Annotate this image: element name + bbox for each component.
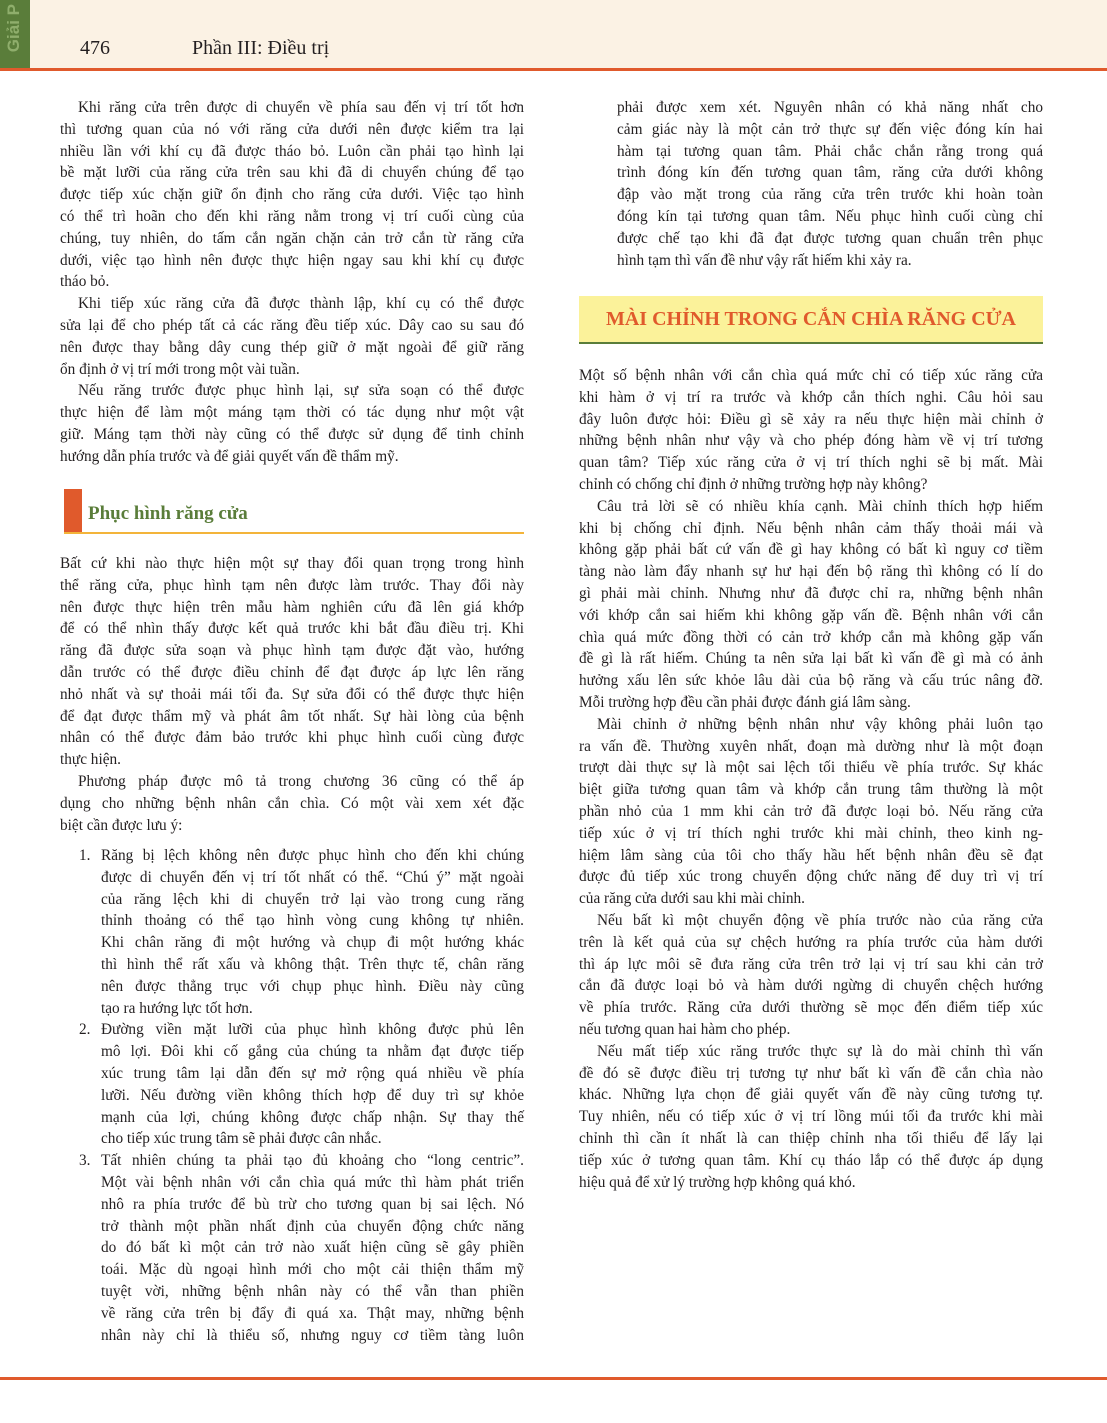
page-number: 476 <box>80 37 110 59</box>
text-line: khi bị chống chỉ định. Nếu bệnh nhân cảm thấy thoải mái và <box>579 519 1043 537</box>
list-item-line: nhân này chỉ là thiểu số, nhưng nguy cơ tiềm tàng luôn <box>101 1326 524 1344</box>
text-line: được đủ tiếp xúc trong chuyển động chức năng để duy trì vị trí <box>579 868 1043 886</box>
text-line: tiếp xúc ở tương quan tâm. Khí cụ tháo lắp có thể được áp dụng <box>579 1151 1043 1169</box>
text-line: được chế tạo khi đã đạt được tương quan chuẩn trên phục <box>617 229 1043 247</box>
text-line: về phía trước. Răng cửa dưới thường sẽ mọc đến điểm tiếp xúc <box>579 999 1043 1017</box>
text-line: tàng nào làm đẩy nhanh sự hư hại đến bộ răng thì không có lí do <box>579 563 1043 581</box>
list-item-line: xúc trung tâm lại dẫn đến sự mở rộng quá nhiều về phía <box>101 1065 524 1082</box>
list-item-line: Một vài bệnh nhân với cắn chìa quá mức thì hàm phát triển <box>101 1174 524 1191</box>
list-item-line: thì hình thể rất xấu và không thật. Trên thực tế, chân răng <box>101 956 524 973</box>
text-line: Phương pháp được mô tả trong chương 36 cũng có thể áp <box>78 773 524 790</box>
list-item-line: của răng lệch khi di chuyển trở lại vào trong cung răng <box>101 890 524 908</box>
text-line: ra vấn đề. Thường xuyên nhất, đoạn mà dường như là một đoạn <box>579 737 1043 755</box>
list-item-line: mô lợi. Đôi khi cố gắng của chúng ta nhằm đạt được tiếp <box>101 1043 524 1061</box>
text-line: Nếu bất kì một chuyển động về phía trước nào của răng cửa <box>597 912 1043 929</box>
list-item-line: về răng cửa trên bị đẩy đi quá xa. Thật may, những bệnh <box>101 1304 524 1322</box>
text-line: dưới, việc tạo hình nên được thực hiện ngay sau khi khí cụ được <box>60 251 524 269</box>
side-tab-text: Giải P <box>4 4 23 53</box>
list-item-line: thỉnh thoảng có thể tạo hình vòng cung không tự nhiên. <box>101 912 524 930</box>
text-line: biệt cần được lưu ý: <box>60 816 183 834</box>
list-item-line: mạnh của lợi, chúng không được chấp nhận. Sự thay thế <box>101 1108 524 1126</box>
text-line: thì áp lực môi sẽ đưa răng cửa trên trở lại vị trí sau khi cản trở <box>579 955 1043 973</box>
text-line: đóng kín tại tương quan tâm. Nếu phục hình cuối cùng chỉ <box>617 208 1043 225</box>
text-line: để có thể nhìn thấy được kết quả trước khi bắt đầu điều trị. Khi <box>60 620 524 638</box>
text-line: khác. Những lựa chọn để giải quyết vấn đề này cũng tương tự. <box>579 1086 1043 1104</box>
list-item-line: tuyệt vời, những bệnh nhân này có thể vẫn than phiền <box>101 1283 524 1300</box>
list-item-line: Khi chân răng đi một hướng và chụp đi một hướng khác <box>101 934 524 952</box>
list-item-line: do đó bất kì một cản trở nào xuất hiện cũng sẽ gây phiền <box>101 1239 524 1257</box>
text-line: trượt dài thực sự là một sai lệch tối thiểu về phía trước. Sự khác <box>579 759 1043 777</box>
box-title-banner <box>579 296 1043 342</box>
text-line: biệt giữa tương quan tâm và khớp cắn trung tâm thường là một <box>579 781 1043 799</box>
text-line: Nếu mất tiếp xúc răng trước thực sự là do mài chỉnh thì vấn <box>597 1042 1043 1060</box>
section-rule <box>64 532 524 534</box>
text-line: nên được thực hiện trên mẫu hàm nghiên cứu đã lên giá khớp <box>60 598 524 616</box>
text-line: nên được thay bằng dây cung thép giữ ở mặt ngoài để giữ răng <box>60 338 524 356</box>
text-line: Nếu răng trước được phục hình lại, sự sửa soạn có thể được <box>78 382 524 400</box>
list-item-line: được di chuyển đến vị trí tốt nhất có thể. “Chú ý” mặt ngoài <box>101 868 524 886</box>
text-line: Một số bệnh nhân với cắn chìa quá mức chỉ có tiếp xúc răng cửa <box>579 367 1043 384</box>
text-line: để đạt được thẩm mỹ và phát âm tốt nhất. Sự hài lòng của bệnh <box>60 707 524 725</box>
text-line: không gặp phải bất cứ vấn đề gì hay không có bất kì nguy cơ tiềm <box>579 541 1043 559</box>
text-line: phần nhỏ của 1 mm khi cản trở đã được loại bỏ. Nếu răng cửa <box>579 803 1043 820</box>
text-line: tháo bỏ. <box>60 273 110 291</box>
text-line: thực hiện. <box>60 751 121 769</box>
text-line: nếu tương quan hai hàm cho phép. <box>579 1021 791 1038</box>
text-line: thực hiện để làm một máng tạm thời có tác dụng như một vật <box>60 404 524 422</box>
text-line: quan tâm? Tiếp xúc răng cửa ở vị trí thích nghi sẽ bị mất. Mài <box>579 454 1043 472</box>
list-item-line: trở thành một phần nhất định của chuyển động chức năng <box>101 1217 524 1235</box>
text-line: hưởng xấu lên sức khỏe lâu dài của bộ răng và cấu trúc nâng đỡ. <box>579 672 1043 690</box>
section-title: Phục hình răng cửa <box>88 503 248 524</box>
text-line: trình đóng kín đến tương quan tâm, răng cửa dưới không <box>617 164 1043 182</box>
list-item-line: Tất nhiên chúng ta phải tạo đủ khoảng cho “long centric”. <box>101 1152 524 1170</box>
text-line: Khi răng cửa trên được di chuyển về phía sau đến vị trí tốt hơn <box>78 99 524 116</box>
text-line: được tiếp xúc chặn giữ ổn định cho răng cửa dưới. Việc tạo hình <box>60 186 524 204</box>
text-line: của răng cửa dưới sau khi mài chỉnh. <box>579 890 806 908</box>
text-line: nhân có thể được đảm bảo trước khi phục hình cuối cùng được <box>60 729 524 747</box>
list-number: 2. <box>79 1021 91 1039</box>
text-line: nhiều lần với khí cụ đã được tháo bỏ. Luôn cần phải tạo hình lại <box>60 142 524 160</box>
list-item-line: tạo ra hướng lực tốt hơn. <box>101 999 253 1017</box>
list-number: 3. <box>79 1152 91 1170</box>
text-line: phải được xem xét. Nguyên nhân có khả năng nhất cho <box>617 99 1043 116</box>
list-item-line: Răng bị lệch không nên được phục hình cho đến khi chúng <box>101 847 524 864</box>
list-item-line: nhô ra phía trước để bù trừ cho tương quan bị sai lệch. Nó <box>101 1195 524 1213</box>
text-line: có thể trì hoãn cho đến khi răng nằm trong vị trí cuối cùng của <box>60 208 524 225</box>
text-line: chúng, tuy nhiên, do tấm cắn ngăn chặn cản trở cắn từ răng cửa <box>60 229 524 247</box>
text-line: đây luôn được hỏi: Điều gì sẽ xảy ra nếu thực hiện mài chỉnh ở <box>579 410 1043 428</box>
text-line: khi hàm ở vị trí ra trước và khớp cắn thích nghi. Câu hỏi sau <box>579 388 1043 406</box>
box-title-rule <box>579 342 1043 344</box>
header-rule <box>0 68 1107 71</box>
box-title: MÀI CHỈNH TRONG CẮN CHÌA RĂNG CỬA <box>605 308 1016 330</box>
text-line: Mài chỉnh ở những bệnh nhân như vậy không phải luôn tạo <box>597 715 1043 733</box>
section-marker <box>64 489 82 532</box>
text-line: đề đó sẽ được điều trị tương tự như bất kì vấn đề cắn chìa nào <box>579 1064 1043 1082</box>
text-line: với khớp cắn sai hiếm khi không gặp vấn đề. Bệnh nhân với cắn <box>579 606 1043 624</box>
text-line: bề mặt lưỡi của răng cửa trên sau khi đã di chuyển chúng để tạo <box>60 164 524 182</box>
text-line: thể răng cửa, phục hình tạm nên được làm trước. Thay đổi này <box>60 576 524 594</box>
text-line: Khi tiếp xúc răng cửa đã được thành lập, khí cụ có thể được <box>78 295 524 313</box>
text-line: nhỏ nhất và sự thoải mái tối đa. Sự sửa đổi có thể được thực hiện <box>60 685 524 703</box>
list-item-line: toái. Mặc dù ngoại hình mới cho một cải thiện thẩm mỹ <box>101 1261 524 1279</box>
text-line: tiếp xúc ở vị trí thích nghi trước khi mài chỉnh, theo kinh ng- <box>579 824 1043 842</box>
list-number: 1. <box>79 847 91 864</box>
text-line: hướng dẫn phía trước và để giải quyết vấn đề thẩm mỹ. <box>60 447 399 465</box>
text-line: hiệm lâm sàng của tôi cho thấy hầu hết bệnh nhân đều sẽ đạt <box>579 846 1043 864</box>
text-line: Câu trả lời sẽ có nhiều khía cạnh. Mài chỉnh thích hợp hiếm <box>597 497 1043 515</box>
text-line: hàm tại tương quan tâm. Phải chắc chắn rằng trong quá <box>617 142 1043 160</box>
text-line: đập vào mặt trong của răng cửa trên trước khi hoàn toàn <box>617 186 1043 204</box>
text-line: trên là kết quả của sự chệch hướng ra phía trước của hàm dưới <box>579 933 1043 951</box>
text-line: chỉnh thì cần ít nhất là can thiệp chỉnh nha tối thiểu để lấy lại <box>579 1130 1043 1147</box>
text-line: hiệu quả để xử lý trường hợp không quá khó. <box>579 1173 856 1191</box>
list-item-line: Đường viền mặt lưỡi của phục hình không được phủ lên <box>101 1021 524 1039</box>
text-line: giữ. Máng tạm thời này cũng có thể được sử dụng để tinh chỉnh <box>60 426 524 443</box>
text-line: thì tương quan của nó với răng cửa dưới nên được kiểm tra lại <box>60 120 524 138</box>
side-tab <box>0 0 30 68</box>
text-line: Bất cứ khi nào thực hiện một sự thay đổi quan trọng trong hình <box>60 555 524 572</box>
text-line: những bệnh nhân như vậy và cho phép đóng hàm về vị trí tương <box>579 432 1043 450</box>
text-line: gì phải mài chỉnh. Nhưng như đã được chỉ ra, những bệnh nhân <box>579 585 1043 602</box>
list-item-line: nên được thẳng trục với chụp phục hình. Điều này cũng <box>101 977 524 995</box>
text-line: Tuy nhiên, nếu có tiếp xúc ở vị trí lồng múi tối đa trước khi mài <box>579 1108 1043 1126</box>
text-line: dẫn trước có thể được điều chỉnh để đạt được áp lực lên răng <box>60 664 524 681</box>
running-head: Phần III: Điều trị <box>192 37 330 59</box>
text-line: chỉnh có chống chỉ định ở những trường hợp này không? <box>579 476 928 493</box>
text-line: hình tạm thì vấn đề như vậy rất hiếm khi xảy ra. <box>617 251 912 269</box>
text-line: cảm giác này là một cản trở thực sự đến việc đóng kín hai <box>617 120 1043 138</box>
text-line: răng đã được sửa soạn và phục hình tạm được đặt vào, hướng <box>60 642 524 660</box>
text-line: dụng cho những bệnh nhân cắn chìa. Có một vài xem xét đặc <box>60 794 524 812</box>
text-line: cắn đã được loại bỏ và hàm dưới ngừng di chuyển chệch hướng <box>579 977 1043 995</box>
text-line: ổn định ở vị trí mới trong một vài tuần. <box>60 360 300 378</box>
list-item-line: cho tiếp xúc trung tâm sẽ phải được cân nhắc. <box>101 1130 382 1148</box>
list-item-line: lưỡi. Nếu đường viền không thích hợp để duy trì sự khỏe <box>101 1086 524 1104</box>
text-line: Mỗi trường hợp đều cần phải được đánh giá lâm sàng. <box>579 694 911 711</box>
text-line: đề gì là rất hiếm. Chúng ta nên sửa lại bất kì vấn đề gì mà có ảnh <box>579 650 1043 668</box>
text-line: chìa quá mức đồng thời có cản trở khớp cắn mà không gặp vấn <box>579 628 1043 646</box>
footer-rule <box>0 1377 1107 1380</box>
text-line: sửa lại để cho phép tất cả các răng đều tiếp xúc. Dây cao su sau đó <box>60 317 524 334</box>
